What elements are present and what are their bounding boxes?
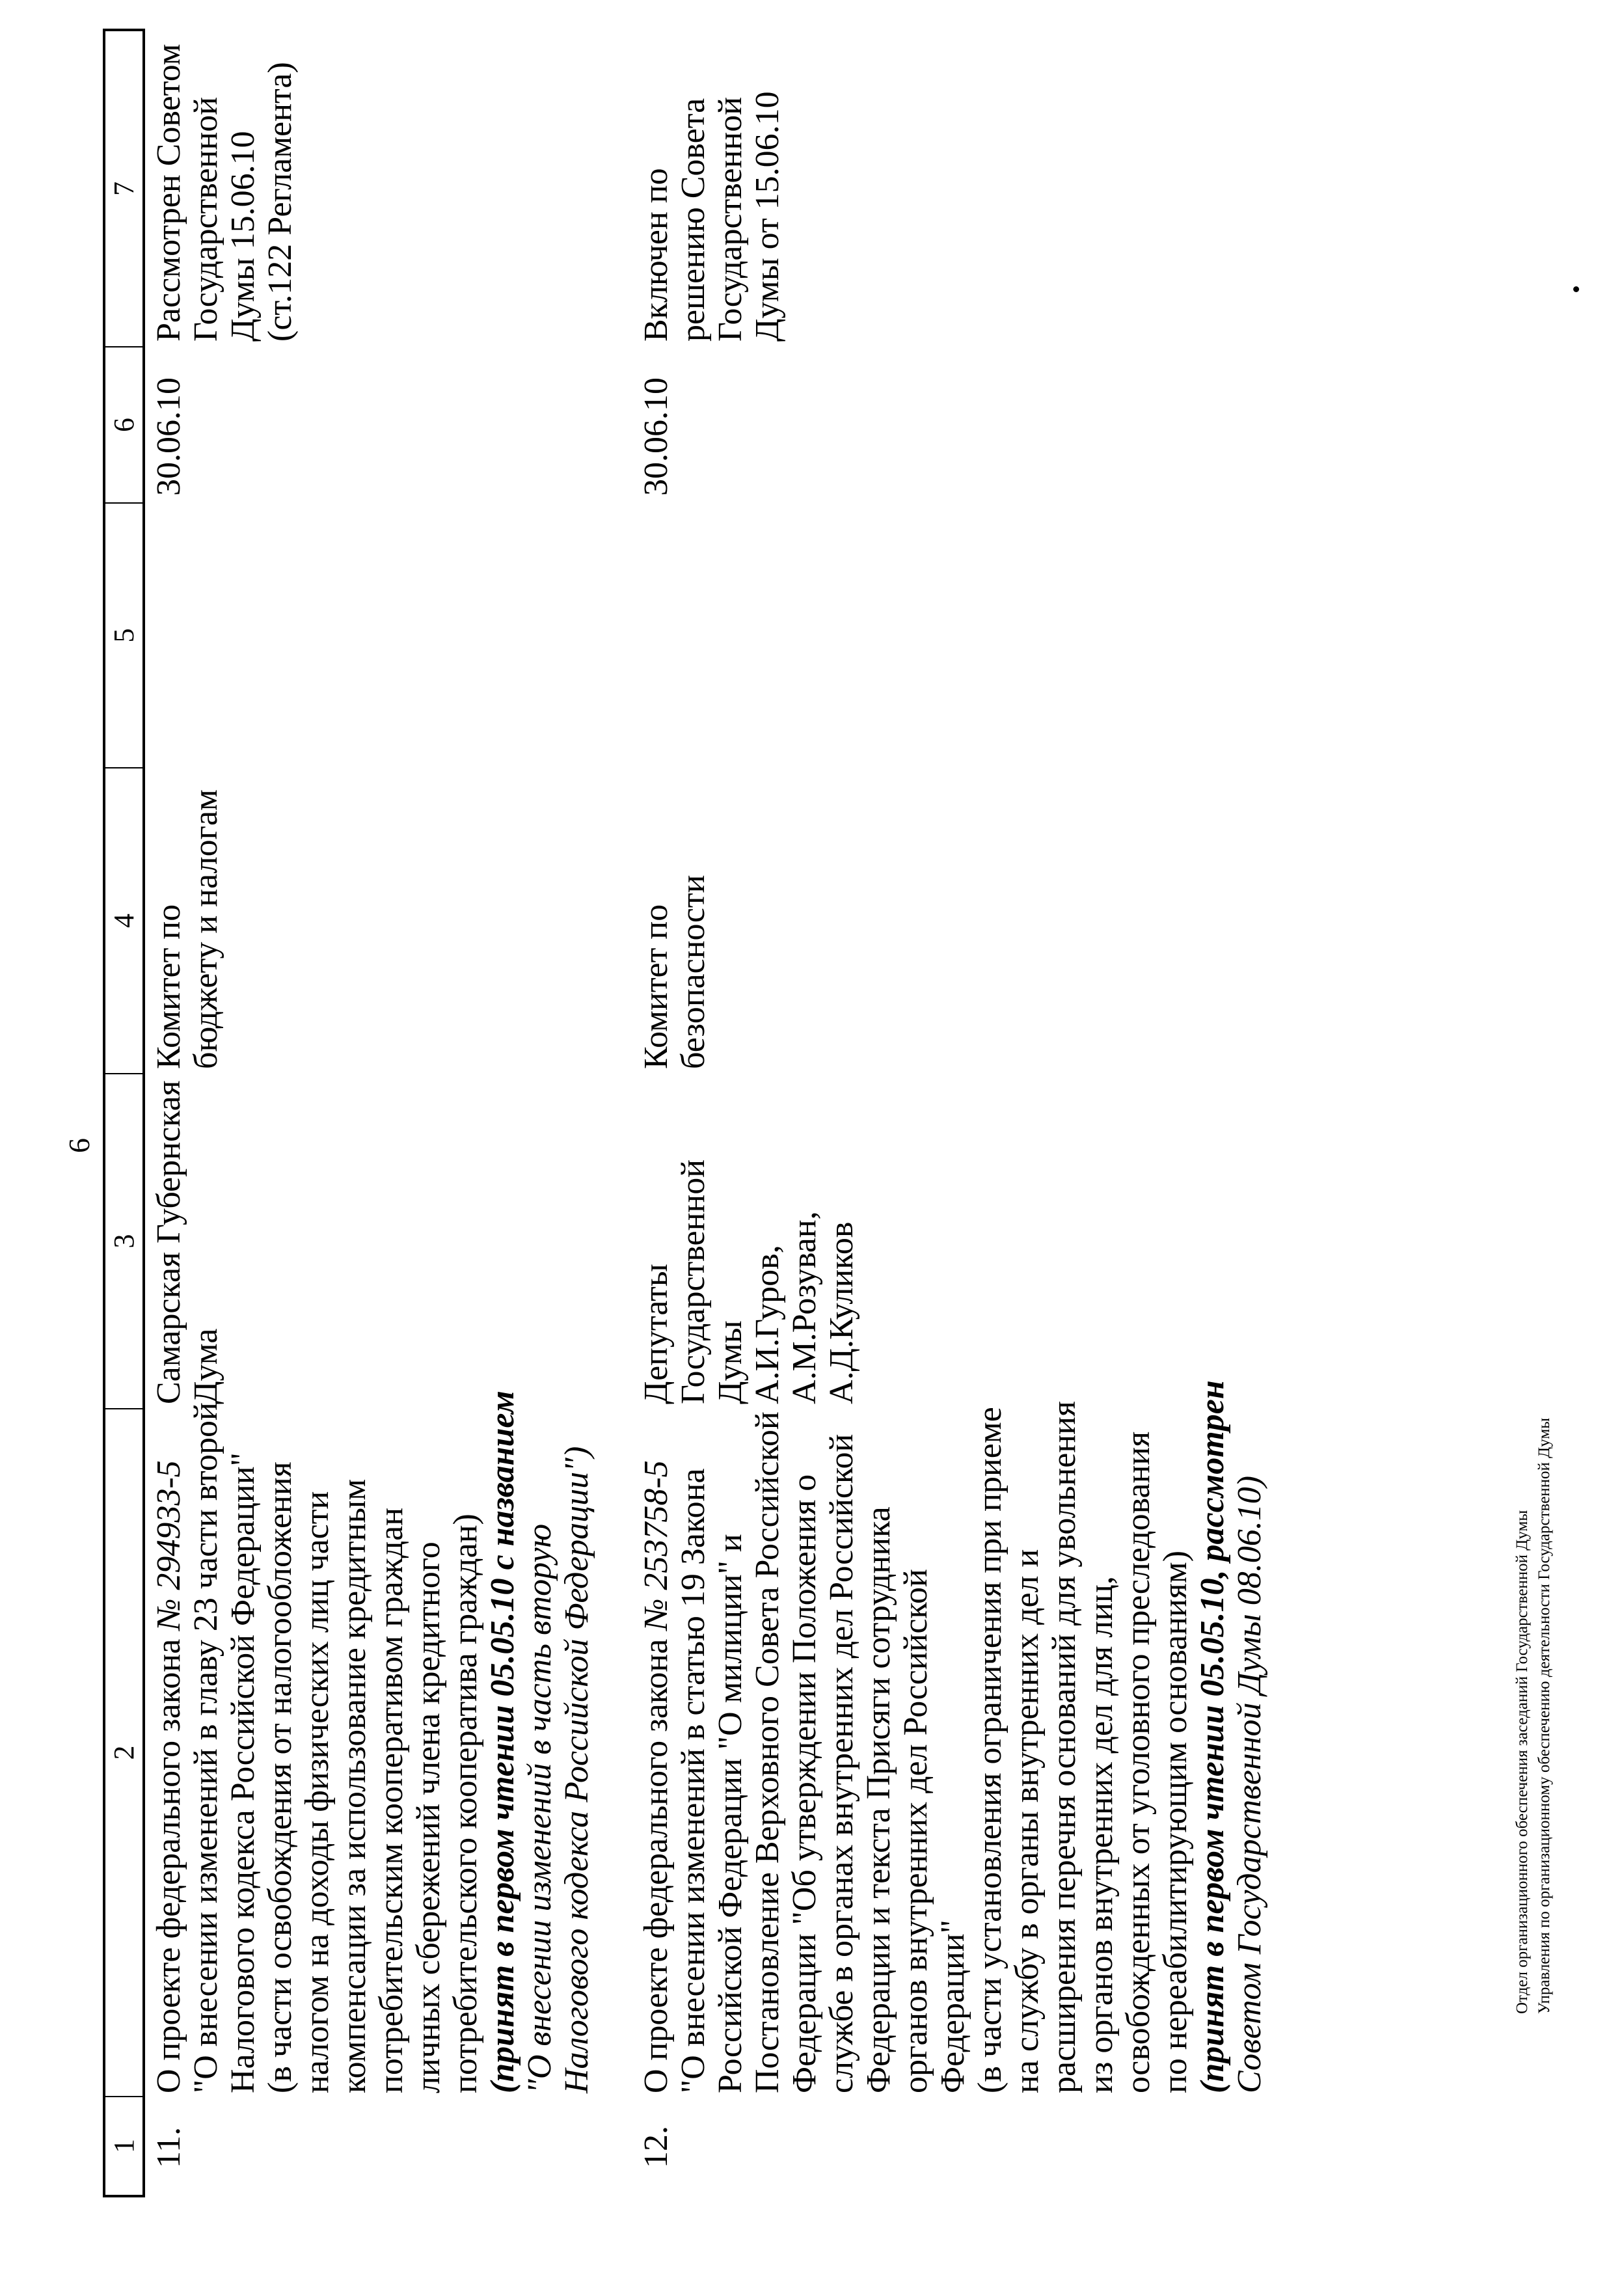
text-line: потребительским кооперативом граждан: [373, 1507, 410, 2093]
page-number: 6: [62, 1138, 96, 1153]
text-line: личных сбережений члена кредитного: [410, 1542, 447, 2093]
text-line: "О внесении изменений в главу 23 части второй: [187, 1402, 224, 2093]
table-header-row: [103, 29, 145, 2197]
text-line: Государственной: [675, 1159, 712, 1404]
text-line: (ст.122 Регламента): [262, 62, 299, 342]
footer-department: Отдел организационного обеспечения заседаний Государственной Думы: [1513, 1510, 1531, 2014]
bill-description: [150, 1391, 595, 2093]
text-line: Думы: [712, 1320, 749, 1404]
text-line: (в части освобождения от налогообложения: [262, 1461, 299, 2093]
text-line: Федерации": [934, 1920, 971, 2093]
row-number: 12.: [638, 2126, 675, 2168]
status-note: [150, 44, 299, 342]
text-line: службе в органах внутренних дел Российской: [823, 1433, 860, 2093]
text-line: Комитет по: [150, 904, 187, 1069]
text-line: А.И.Гуров,: [749, 1245, 786, 1404]
text-line: Советом Государственной Думы 08.06.10): [1231, 1475, 1268, 2093]
text-line: Налогового кодекса Российской Федерации": [224, 1452, 262, 2093]
footer-directorate: Управления по организационному обеспечению деятельности Государственной Думы: [1536, 1417, 1553, 2014]
text-line: освобожденных от уголовного преследования: [1120, 1431, 1157, 2093]
bill-description: [638, 1380, 1268, 2093]
scan-speck: [1573, 286, 1579, 292]
header-col-3: 3: [105, 1074, 142, 1409]
date: 30.06.10: [150, 377, 187, 496]
text-line: Включен по: [638, 168, 675, 342]
bill-number: № 294933-5: [150, 1460, 187, 1631]
text-line: Государственной: [187, 96, 224, 342]
text-line: Самарская Губернская: [150, 1080, 187, 1404]
header-col-7: 7: [105, 31, 142, 347]
header-col-1: 1: [108, 2139, 140, 2153]
header-col-5: 5: [105, 504, 142, 768]
row-number: 11.: [150, 2126, 187, 2168]
status-note: [638, 91, 786, 342]
text-line: Государственной: [712, 96, 749, 342]
text-line: бюджету и налогам: [187, 789, 224, 1069]
text-line: решению Совета: [675, 98, 712, 342]
text-line: "О внесении изменений в статью 19 Закона: [675, 1468, 712, 2093]
text-line: по нереабилитирующим основаниям): [1157, 1550, 1194, 2093]
text-line: Думы от 15.06.10: [749, 91, 786, 342]
text-line: на службу в органы внутренних дел и: [1008, 1549, 1046, 2093]
text-line: потребительского кооператива граждан): [447, 1514, 484, 2093]
text-line: из органов внутренних дел для лиц,: [1083, 1576, 1120, 2093]
date: 30.06.10: [638, 377, 675, 496]
text-line: (принят в первом чтении 05.05.10, рассмотрен: [1194, 1380, 1231, 2093]
text-line: А.М.Розуван,: [786, 1211, 823, 1404]
bill-number: № 253758-5: [638, 1460, 675, 1631]
bill-title-prefix: О проекте федерального закона: [150, 1630, 187, 2093]
text-line: Депутаты: [638, 1264, 675, 1404]
text-line: Думы 15.06.10: [224, 131, 262, 342]
committee: [638, 875, 712, 1069]
text-line: А.Д.Куликов: [823, 1221, 860, 1404]
text-line: Федерации и текста Присяги сотрудника: [860, 1506, 897, 2093]
text-line: (в части установления ограничения при приеме: [971, 1407, 1008, 2093]
header-col-6: 6: [105, 347, 142, 504]
text-line: налогом на доходы физических лиц части: [299, 1491, 336, 2093]
header-col-4: 4: [105, 768, 142, 1074]
committee: [150, 789, 224, 1069]
text-line: "О внесении изменений в часть вторую: [521, 1523, 558, 2093]
text-line: Дума: [187, 1328, 224, 1404]
text-line: Комитет по: [638, 904, 675, 1069]
text-line: Постановление Верховного Совета Российской: [749, 1411, 786, 2093]
header-col-2: 2: [105, 1409, 142, 2097]
text-line: Рассмотрен Советом: [150, 44, 187, 342]
text-line: компенсации за использование кредитным: [336, 1478, 373, 2093]
initiator: [638, 1160, 860, 1404]
text-line: (принят в первом чтении 05.05.10 с названием: [484, 1391, 521, 2093]
bill-title-prefix: О проекте федерального закона: [638, 1630, 675, 2093]
initiator: [150, 1080, 224, 1404]
text-line: безопасности: [675, 875, 712, 1069]
text-line: Федерации "Об утверждении Положения о: [786, 1474, 823, 2093]
text-line: расширения перечня оснований для увольнения: [1046, 1401, 1083, 2093]
text-line: Российской Федерации "О милиции" и: [712, 1534, 749, 2093]
text-line: органов внутренних дел Российской: [897, 1569, 934, 2093]
text-line: Налогового кодекса Российской Федерации"): [558, 1446, 595, 2093]
